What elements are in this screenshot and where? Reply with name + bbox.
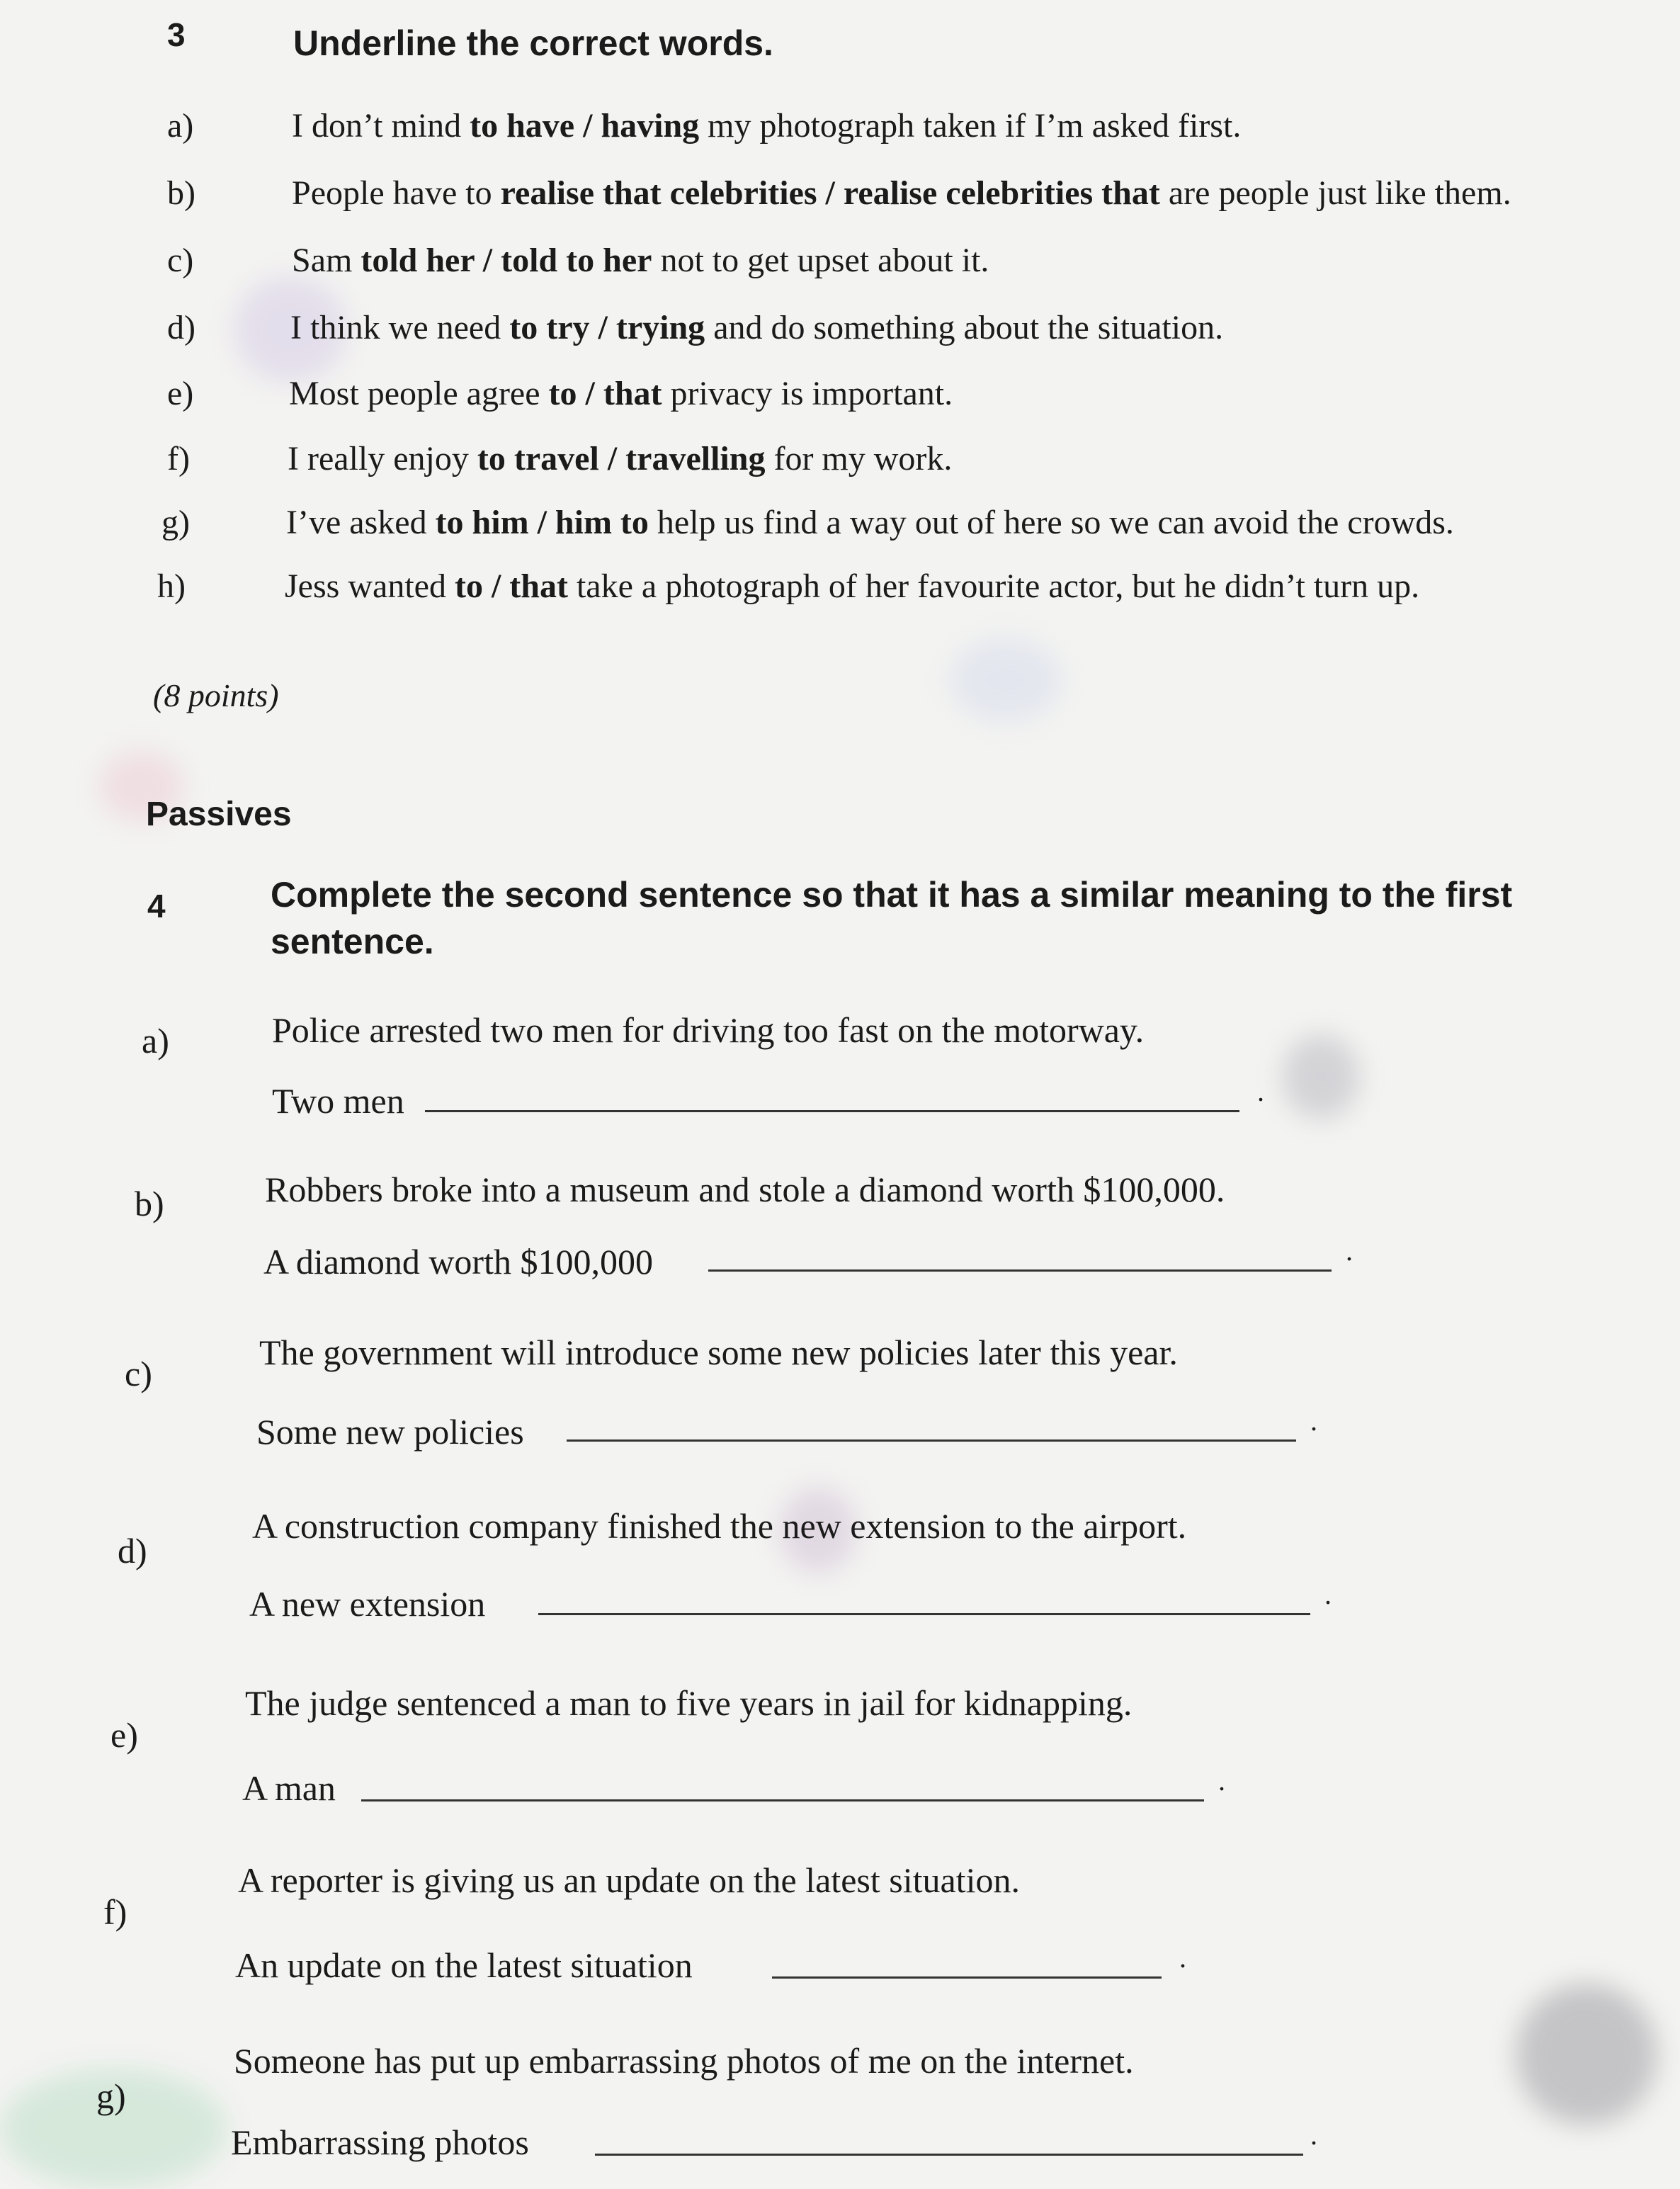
exercise-3-sentence [292, 174, 1511, 213]
item-letter: g) [96, 2076, 126, 2116]
item-letter: d) [167, 309, 195, 346]
option-separator: / [574, 107, 601, 145]
sentence-text: not to get upset about it. [652, 242, 989, 279]
sentence-end-mark: . [1346, 1235, 1353, 1267]
sentence-end-mark: . [1310, 1405, 1317, 1437]
section-heading: Passives [146, 796, 292, 833]
answer-option[interactable]: realise celebrities that [843, 174, 1160, 212]
original-sentence: A construction company finished the new extension to the airport. [252, 1506, 1187, 1546]
option-separator: / [474, 242, 501, 279]
sentence-text: for my work. [765, 440, 953, 477]
original-sentence: Someone has put up embarrassing photos of me on the internet. [234, 2041, 1134, 2081]
smudge-mark [949, 638, 1062, 723]
original-sentence: Police arrested two men for driving too fast on the motorway. [272, 1010, 1145, 1050]
smudge-mark [1516, 1984, 1657, 2125]
sentence-text: take a photograph of her favourite actor, but he didn’t turn up. [567, 567, 1420, 605]
exercise-3-sentence [285, 567, 1419, 606]
item-letter: h) [157, 567, 186, 605]
sentence-text: I’ve asked [286, 504, 436, 541]
sentence-start: A diamond worth $100,000 [263, 1242, 653, 1282]
original-sentence: The government will introduce some new policies later this year. [259, 1333, 1178, 1372]
answer-blank-line[interactable] [595, 2154, 1303, 2156]
answer-option[interactable]: to travel [477, 440, 599, 477]
sentence-text: and do something about the situation. [705, 309, 1224, 346]
sentence-start: A man [242, 1768, 336, 1808]
item-letter: e) [167, 375, 194, 412]
exercise-3-sentence [289, 374, 953, 413]
sentence-text: help us find a way out of here so we can avoid the crowds. [648, 504, 1454, 541]
answer-option[interactable]: trying [615, 309, 705, 346]
answer-option[interactable]: to him [435, 504, 529, 541]
exercise-number: 4 [147, 888, 166, 924]
option-separator: / [589, 309, 616, 346]
sentence-text: I think we need [290, 309, 510, 346]
option-separator: / [482, 567, 510, 605]
answer-option[interactable]: told to her [501, 242, 652, 279]
option-separator: / [598, 440, 626, 477]
sentence-end-mark: . [1257, 1075, 1264, 1107]
exercise-3-sentence [292, 241, 989, 280]
exercise-3-sentence [286, 503, 1454, 542]
item-letter: c) [125, 1354, 152, 1393]
exercise-3-sentence [290, 308, 1223, 347]
sentence-text: Jess wanted [285, 567, 455, 605]
sentence-text: I don’t mind [292, 107, 470, 145]
exercise-title: Complete the second sentence so that it has a similar meaning to the first sentence. [271, 875, 1513, 961]
sentence-start: An update on the latest situation [235, 1945, 693, 1985]
item-letter: f) [103, 1892, 127, 1932]
answer-option[interactable]: to have [470, 107, 575, 145]
exercise-3-sentence [292, 106, 1241, 145]
answer-blank-line[interactable] [538, 1613, 1310, 1615]
original-sentence: The judge sentenced a man to five years in jail for kidnapping. [245, 1683, 1133, 1723]
answer-option[interactable]: to [548, 375, 577, 412]
sentence-end-mark: . [1218, 1765, 1225, 1797]
answer-option[interactable]: to [454, 567, 483, 605]
answer-blank-line[interactable] [425, 1110, 1239, 1112]
item-letter: g) [161, 504, 190, 541]
answer-blank-line[interactable] [708, 1269, 1332, 1272]
item-letter: b) [167, 174, 195, 212]
sentence-text: People have to [292, 174, 501, 212]
sentence-start: A new extension [249, 1584, 486, 1624]
answer-option[interactable]: travelling [625, 440, 766, 477]
sentence-text: Most people agree [289, 375, 549, 412]
answer-option[interactable]: realise that celebrities [500, 174, 817, 212]
answer-option[interactable]: told her [361, 242, 475, 279]
item-letter: e) [110, 1715, 138, 1755]
option-separator: / [577, 375, 603, 412]
answer-option[interactable]: having [601, 107, 700, 145]
exercise-title: Underline the correct words. [293, 23, 773, 63]
sentence-text: Sam [292, 242, 361, 279]
option-separator: / [817, 174, 844, 212]
sentence-text: are people just like them. [1159, 174, 1511, 212]
item-letter: a) [167, 107, 194, 145]
sentence-end-mark: . [1179, 1942, 1186, 1974]
smudge-mark [1282, 1034, 1360, 1119]
answer-option[interactable]: to try [509, 309, 590, 346]
answer-option[interactable]: that [603, 375, 662, 412]
answer-option[interactable]: him to [555, 504, 649, 541]
item-letter: f) [167, 440, 190, 477]
sentence-end-mark: . [1324, 1578, 1332, 1610]
item-letter: a) [142, 1021, 169, 1060]
answer-blank-line[interactable] [567, 1439, 1296, 1442]
option-separator: / [528, 504, 555, 541]
answer-option[interactable]: that [509, 567, 568, 605]
item-letter: c) [167, 242, 194, 279]
original-sentence: Robbers broke into a museum and stole a diamond worth $100,000. [265, 1170, 1225, 1209]
exercise-3-sentence [288, 439, 952, 478]
item-letter: d) [118, 1531, 147, 1571]
sentence-text: privacy is important. [662, 375, 953, 412]
original-sentence: A reporter is giving us an update on the latest situation. [238, 1860, 1020, 1900]
exercise-number: 3 [167, 16, 186, 53]
sentence-end-mark: . [1310, 2119, 1317, 2151]
sentence-text: I really enjoy [288, 440, 477, 477]
sentence-start: Two men [272, 1081, 404, 1121]
item-letter: b) [135, 1184, 164, 1223]
answer-blank-line[interactable] [772, 1976, 1162, 1979]
sentence-start: Some new policies [256, 1412, 524, 1452]
sentence-text: my photograph taken if I’m asked first. [699, 107, 1242, 145]
answer-blank-line[interactable] [361, 1799, 1204, 1801]
sentence-start: Embarrassing photos [231, 2122, 529, 2162]
points-label: (8 points) [153, 677, 279, 713]
